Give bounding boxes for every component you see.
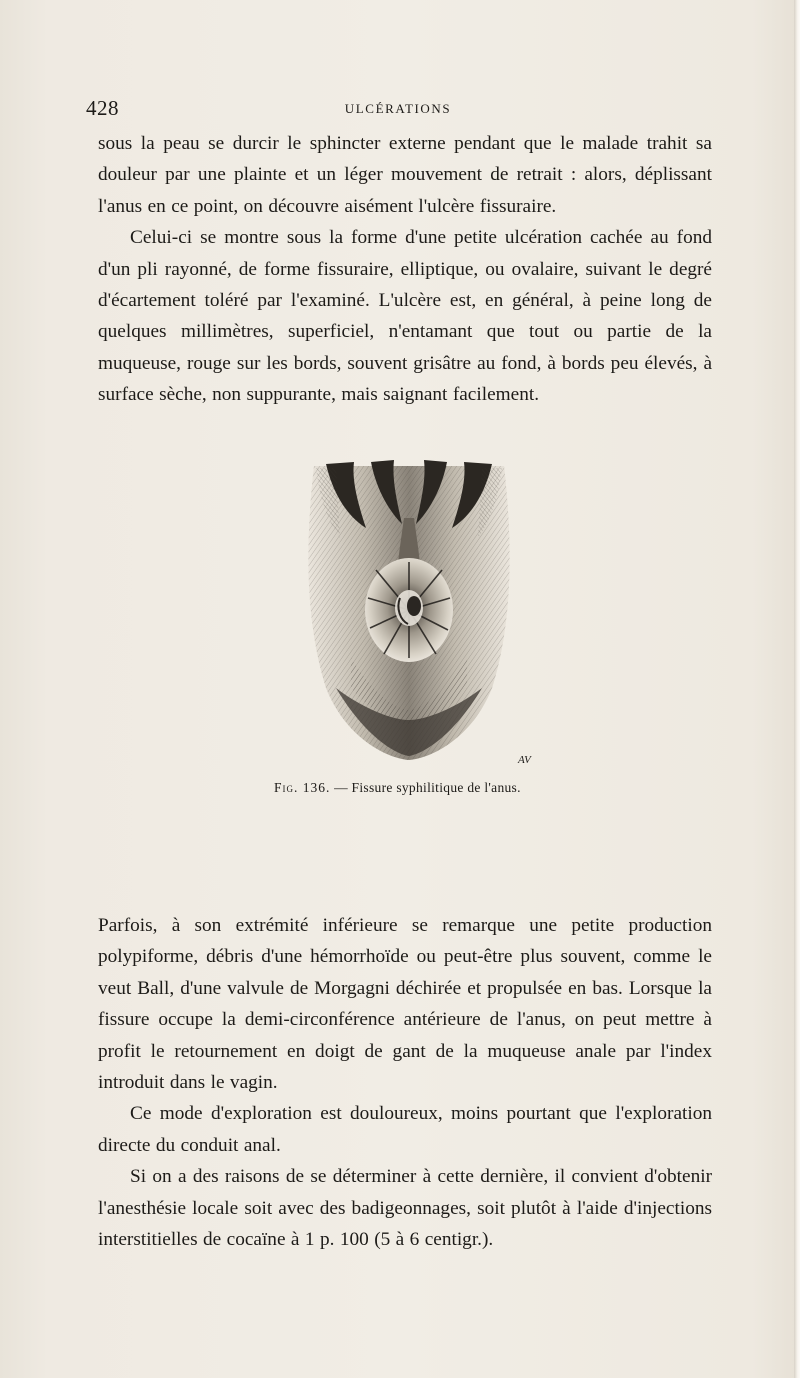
paragraph-1: sous la peau se durcir le sphincter externe pendant que le malade trahit sa douleur par une plainte et un léger mouvement de retrait : alors, déplissant l'anus en ce point, on découvre aisément l'ulcère fissuraire. xyxy=(98,133,712,217)
running-head: ULCÉRATIONS xyxy=(344,101,452,116)
paragraph-2: Celui-ci se montre sous la forme d'une petite ulcération cachée au fond d'un pli rayonné, de forme fissuraire, elliptique, ou ovalaire, suivant le degré d'écartement toléré par l'examiné. L'ulcère est, en général, à peine long de quelques millimètres, superficiel, n'entamant que tout ou partie de la muqueuse, rouge sur les bords, souvent grisâtre au fond, à bords peu élevés, à surface sèche, non suppurante, mais saignant facilement. xyxy=(98,227,712,406)
text-block-bottom xyxy=(98,910,712,1255)
figure-caption xyxy=(274,780,521,796)
engraver-signature: AV xyxy=(518,754,531,766)
paragraph-3: Parfois, à son extrémité inférieure se remarque une petite production polypiforme, débris d'une hémorrhoïde ou peut-être plus souvent, comme le veut Ball, d'une valvule de Morgagni déchirée et propulsée en bas. Lorsque la fissure occupe la demi-circonférence antérieure de l'anus, on peut mettre à profit le retournement en doigt de gant de la muqueuse anale par l'index introduit dans le vagin. xyxy=(98,915,712,1094)
page-header xyxy=(86,96,710,122)
paragraph-4: Ce mode d'exploration est douloureux, moins pourtant que l'exploration directe du conduit anal. xyxy=(98,1103,712,1156)
engraving-image xyxy=(296,458,522,774)
page-edge xyxy=(794,0,800,1378)
figure-caption-text: — Fissure syphilitique de l'anus. xyxy=(334,780,521,795)
text-block-top xyxy=(98,128,712,411)
page-number: 428 xyxy=(86,96,119,120)
paragraph-5: Si on a des raisons de se déterminer à cette dernière, il convient d'obtenir l'anesthésie locale soit avec des badigeonnages, soit plutôt à l'aide d'injections interstitielles de cocaïne à 1 p. 100 (5 à 6 centigr.). xyxy=(98,1166,712,1251)
figure-label: Fig. 136. xyxy=(274,780,331,795)
figure-illustration xyxy=(296,458,531,774)
